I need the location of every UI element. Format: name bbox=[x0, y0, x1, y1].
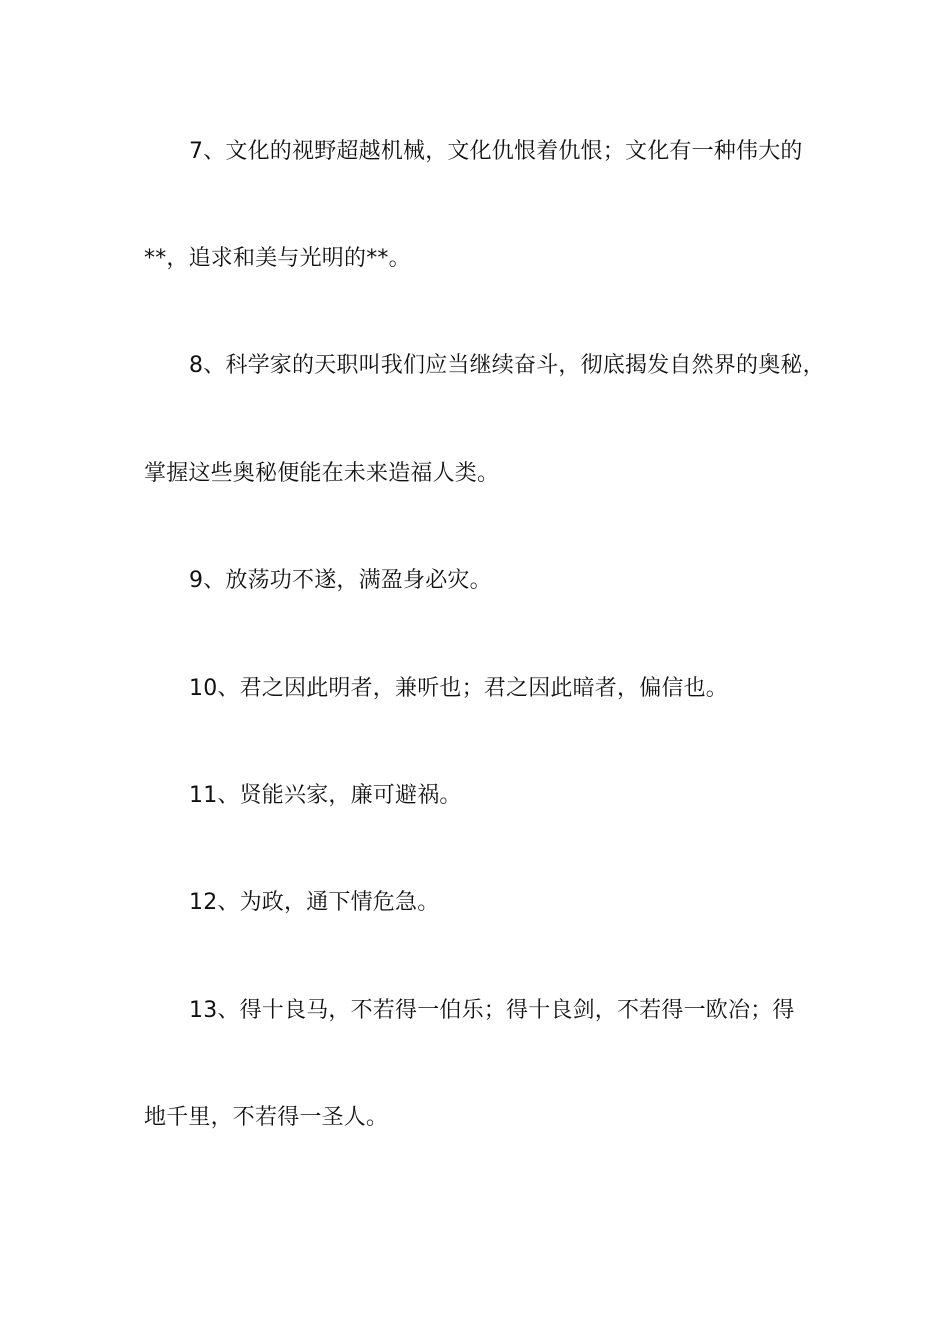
paragraph-13-line-1: 13、得十良马，不若得一伯乐；得十良剑，不若得一欧冶；得 bbox=[189, 998, 795, 1023]
paragraph-11: 11、贤能兴家，廉可避祸。 bbox=[189, 783, 462, 808]
paragraph-10: 10、君之因此明者，兼听也；君之因此暗者，偏信也。 bbox=[189, 676, 728, 701]
paragraph-8-line-1: 8、科学家的天职叫我们应当继续奋斗，彻底揭发自然界的奥秘， bbox=[189, 353, 825, 378]
paragraph-9: 9、放荡功不遂，满盈身必灾。 bbox=[189, 568, 492, 593]
paragraph-13-line-2: 地千里，不若得一圣人。 bbox=[144, 1105, 389, 1130]
paragraph-12: 12、为政，通下情危急。 bbox=[189, 890, 440, 915]
paragraph-7-line-2: **，追求和美与光明的**。 bbox=[144, 246, 411, 271]
paragraph-7-line-1: 7、文化的视野超越机械，文化仇恨着仇恨；文化有一种伟大的 bbox=[189, 139, 803, 164]
paragraph-8-line-2: 掌握这些奥秘便能在未来造福人类。 bbox=[144, 461, 500, 486]
